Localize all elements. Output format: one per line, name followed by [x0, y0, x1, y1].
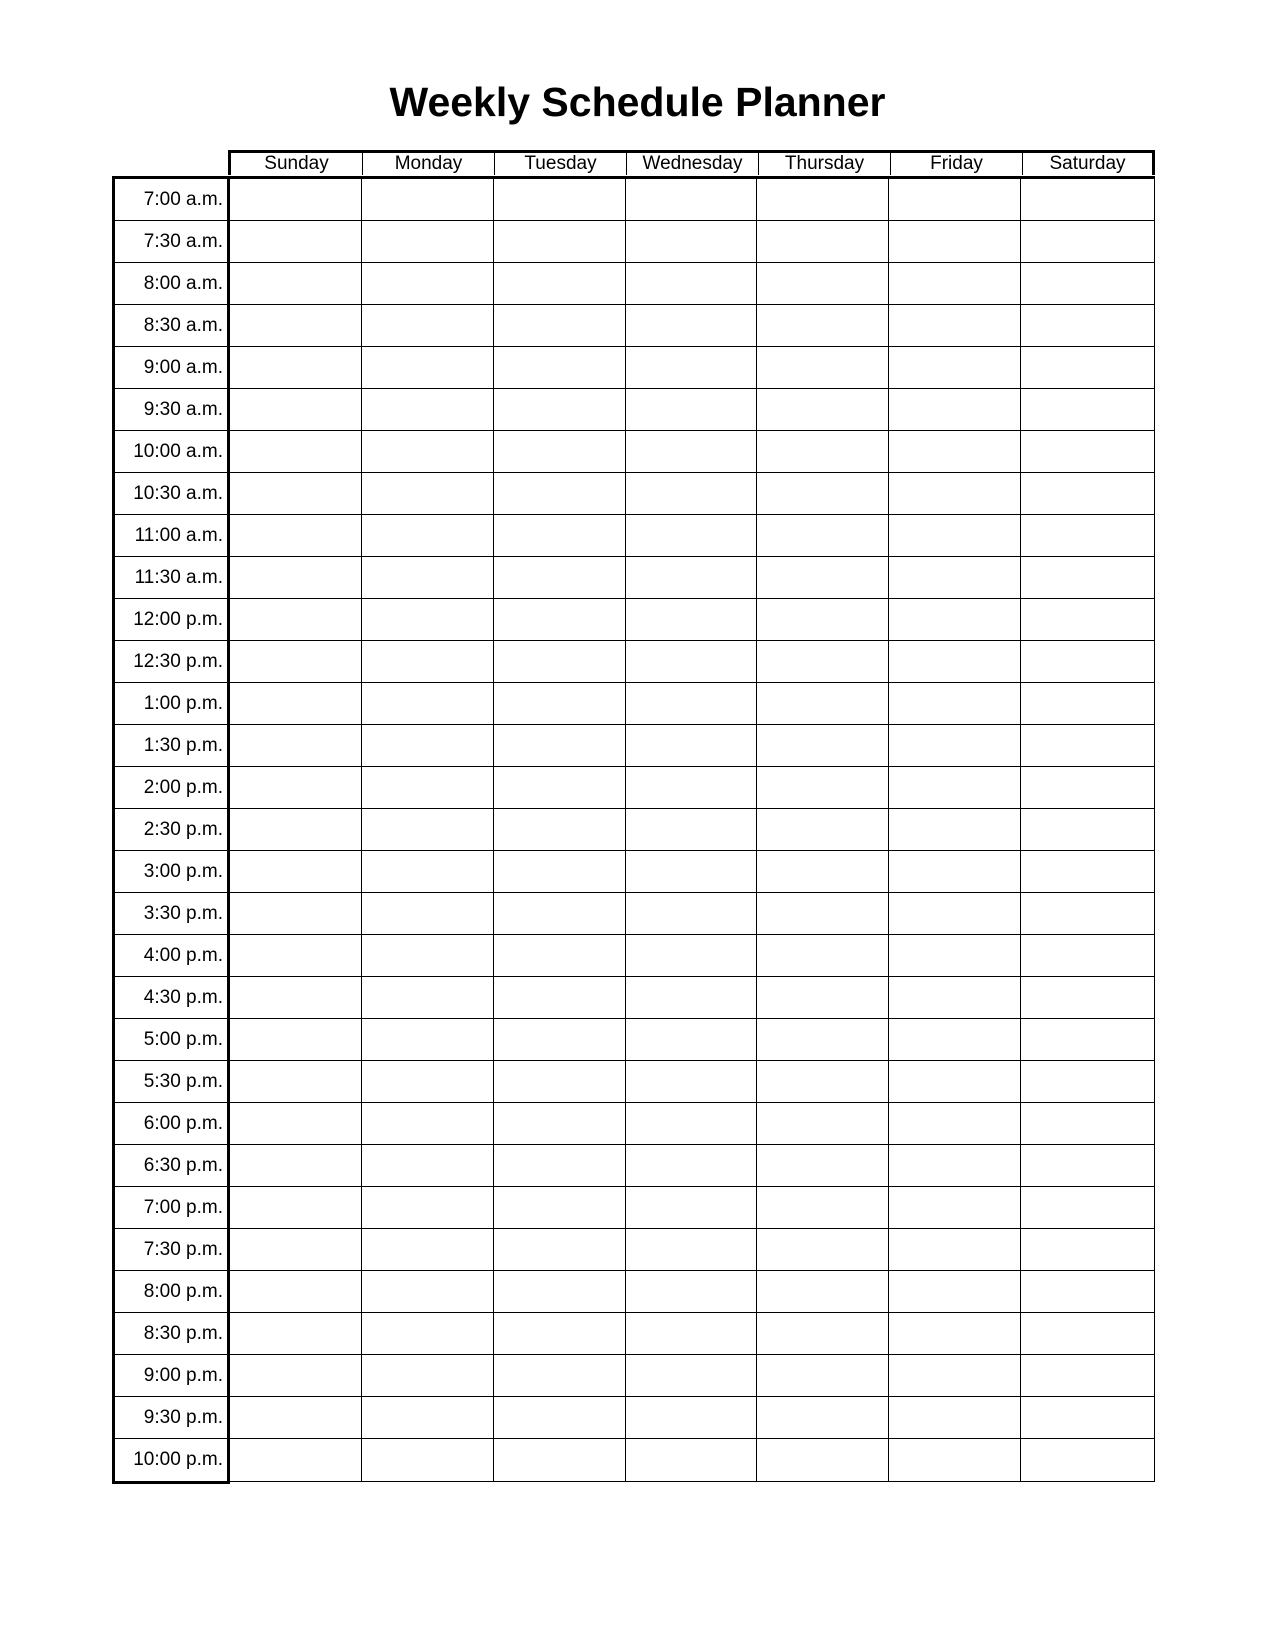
- time-label: 8:00 p.m.: [115, 1271, 227, 1313]
- schedule-cell-thursday[interactable]: [757, 305, 889, 346]
- schedule-cell-sunday[interactable]: [230, 599, 362, 640]
- schedule-cell-wednesday[interactable]: [626, 1439, 758, 1481]
- schedule-cell-tuesday[interactable]: [494, 1229, 626, 1270]
- time-label: 3:30 p.m.: [115, 893, 227, 935]
- schedule-cell-saturday[interactable]: [1021, 221, 1154, 262]
- schedule-row: [230, 1355, 1154, 1397]
- schedule-row: [230, 221, 1154, 263]
- schedule-cell-monday[interactable]: [362, 1271, 494, 1312]
- schedule-row: [230, 1397, 1154, 1439]
- schedule-cell-friday[interactable]: [889, 1355, 1021, 1396]
- schedule-row: [230, 809, 1154, 851]
- schedule-cell-saturday[interactable]: [1021, 1355, 1154, 1396]
- schedule-cell-wednesday[interactable]: [626, 305, 758, 346]
- schedule-cell-sunday[interactable]: [230, 1355, 362, 1396]
- schedule-cell-friday[interactable]: [889, 977, 1021, 1018]
- time-label: 2:30 p.m.: [115, 809, 227, 851]
- schedule-cell-wednesday[interactable]: [626, 809, 758, 850]
- schedule-cell-saturday[interactable]: [1021, 1397, 1154, 1438]
- schedule-cell-monday[interactable]: [362, 725, 494, 766]
- schedule-cell-friday[interactable]: [889, 851, 1021, 892]
- schedule-cell-friday[interactable]: [889, 935, 1021, 976]
- schedule-cell-monday[interactable]: [362, 935, 494, 976]
- schedule-cell-saturday[interactable]: [1021, 1271, 1154, 1312]
- schedule-cell-friday[interactable]: [889, 263, 1021, 304]
- schedule-cell-thursday[interactable]: [757, 767, 889, 808]
- schedule-cell-friday[interactable]: [889, 221, 1021, 262]
- schedule-cell-saturday[interactable]: [1021, 935, 1154, 976]
- schedule-row: [230, 1271, 1154, 1313]
- schedule-cell-wednesday[interactable]: [626, 221, 758, 262]
- schedule-cell-saturday[interactable]: [1021, 179, 1154, 220]
- schedule-cell-sunday[interactable]: [230, 557, 362, 598]
- schedule-cell-thursday[interactable]: [757, 347, 889, 388]
- schedule-cell-thursday[interactable]: [757, 851, 889, 892]
- time-label: 7:00 p.m.: [115, 1187, 227, 1229]
- schedule-cell-tuesday[interactable]: [494, 347, 626, 388]
- schedule-cell-sunday[interactable]: [230, 221, 362, 262]
- schedule-cell-monday[interactable]: [362, 977, 494, 1018]
- time-label: 12:30 p.m.: [115, 641, 227, 683]
- time-label: 8:30 a.m.: [115, 305, 227, 347]
- schedule-cell-thursday[interactable]: [757, 1313, 889, 1354]
- schedule-cell-sunday[interactable]: [230, 1229, 362, 1270]
- schedule-cell-thursday[interactable]: [757, 641, 889, 682]
- schedule-cell-sunday[interactable]: [230, 1187, 362, 1228]
- day-header-wednesday: Wednesday: [627, 153, 759, 175]
- schedule-cell-friday[interactable]: [889, 893, 1021, 934]
- time-label: 6:30 p.m.: [115, 1145, 227, 1187]
- schedule-cell-tuesday[interactable]: [494, 305, 626, 346]
- schedule-cell-sunday[interactable]: [230, 1103, 362, 1144]
- schedule-cell-tuesday[interactable]: [494, 725, 626, 766]
- schedule-row: [230, 1103, 1154, 1145]
- schedule-cell-thursday[interactable]: [757, 1145, 889, 1186]
- schedule-cell-friday[interactable]: [889, 1439, 1021, 1481]
- schedule-cell-thursday[interactable]: [757, 1439, 889, 1481]
- schedule-cell-wednesday[interactable]: [626, 1145, 758, 1186]
- schedule-cell-saturday[interactable]: [1021, 515, 1154, 556]
- schedule-cell-saturday[interactable]: [1021, 263, 1154, 304]
- time-label: 6:00 p.m.: [115, 1103, 227, 1145]
- schedule-cell-monday[interactable]: [362, 851, 494, 892]
- schedule-row: [230, 1019, 1154, 1061]
- schedule-cell-saturday[interactable]: [1021, 1145, 1154, 1186]
- schedule-cell-thursday[interactable]: [757, 1229, 889, 1270]
- schedule-cell-sunday[interactable]: [230, 725, 362, 766]
- schedule-cell-thursday[interactable]: [757, 1397, 889, 1438]
- time-label: 1:00 p.m.: [115, 683, 227, 725]
- schedule-cell-tuesday[interactable]: [494, 263, 626, 304]
- schedule-cell-wednesday[interactable]: [626, 263, 758, 304]
- schedule-cell-saturday[interactable]: [1021, 1439, 1154, 1481]
- schedule-cell-saturday[interactable]: [1021, 473, 1154, 514]
- schedule-cell-sunday[interactable]: [230, 935, 362, 976]
- schedule-cell-sunday[interactable]: [230, 263, 362, 304]
- schedule-cell-saturday[interactable]: [1021, 893, 1154, 934]
- time-label: 10:00 a.m.: [115, 431, 227, 473]
- schedule-cell-thursday[interactable]: [757, 473, 889, 514]
- schedule-cell-wednesday[interactable]: [626, 1061, 758, 1102]
- schedule-cell-monday[interactable]: [362, 179, 494, 220]
- schedule-cell-tuesday[interactable]: [494, 977, 626, 1018]
- schedule-row: [230, 389, 1154, 431]
- schedule-cell-wednesday[interactable]: [626, 851, 758, 892]
- schedule-cell-saturday[interactable]: [1021, 1229, 1154, 1270]
- time-label: 9:00 p.m.: [115, 1355, 227, 1397]
- schedule-cell-monday[interactable]: [362, 473, 494, 514]
- schedule-cell-tuesday[interactable]: [494, 1019, 626, 1060]
- schedule-cell-saturday[interactable]: [1021, 725, 1154, 766]
- schedule-cell-thursday[interactable]: [757, 1187, 889, 1228]
- schedule-cell-saturday[interactable]: [1021, 641, 1154, 682]
- day-header-sunday: Sunday: [231, 153, 363, 175]
- schedule-cell-thursday[interactable]: [757, 1103, 889, 1144]
- schedule-cell-wednesday[interactable]: [626, 977, 758, 1018]
- schedule-cell-tuesday[interactable]: [494, 683, 626, 724]
- schedule-cell-monday[interactable]: [362, 515, 494, 556]
- day-header-tuesday: Tuesday: [495, 153, 627, 175]
- schedule-cell-tuesday[interactable]: [494, 1103, 626, 1144]
- schedule-cell-wednesday[interactable]: [626, 1355, 758, 1396]
- time-label: 9:30 p.m.: [115, 1397, 227, 1439]
- schedule-cell-saturday[interactable]: [1021, 431, 1154, 472]
- schedule-row: [230, 305, 1154, 347]
- time-label: 11:30 a.m.: [115, 557, 227, 599]
- schedule-cell-monday[interactable]: [362, 1187, 494, 1228]
- schedule-cell-tuesday[interactable]: [494, 767, 626, 808]
- schedule-cell-friday[interactable]: [889, 1271, 1021, 1312]
- schedule-cell-thursday[interactable]: [757, 221, 889, 262]
- schedule-cell-tuesday[interactable]: [494, 893, 626, 934]
- schedule-cell-tuesday[interactable]: [494, 389, 626, 430]
- schedule-cell-monday[interactable]: [362, 389, 494, 430]
- schedule-cell-sunday[interactable]: [230, 893, 362, 934]
- schedule-cell-saturday[interactable]: [1021, 305, 1154, 346]
- schedule-cell-monday[interactable]: [362, 431, 494, 472]
- schedule-cell-saturday[interactable]: [1021, 851, 1154, 892]
- schedule-cell-wednesday[interactable]: [626, 179, 758, 220]
- page-title: Weekly Schedule Planner: [389, 79, 886, 125]
- schedule-cell-monday[interactable]: [362, 809, 494, 850]
- schedule-cell-tuesday[interactable]: [494, 1439, 626, 1481]
- schedule-cell-monday[interactable]: [362, 221, 494, 262]
- schedule-cell-wednesday[interactable]: [626, 473, 758, 514]
- schedule-cell-monday[interactable]: [362, 1439, 494, 1481]
- schedule-cell-friday[interactable]: [889, 767, 1021, 808]
- schedule-row: [230, 473, 1154, 515]
- time-label: 7:30 a.m.: [115, 221, 227, 263]
- schedule-cell-wednesday[interactable]: [626, 1187, 758, 1228]
- schedule-cell-monday[interactable]: [362, 347, 494, 388]
- schedule-row: [230, 1229, 1154, 1271]
- schedule-cell-tuesday[interactable]: [494, 641, 626, 682]
- schedule-cell-sunday[interactable]: [230, 851, 362, 892]
- schedule-cell-friday[interactable]: [889, 431, 1021, 472]
- time-label: 8:00 a.m.: [115, 263, 227, 305]
- schedule-cell-thursday[interactable]: [757, 1355, 889, 1396]
- schedule-cell-wednesday[interactable]: [626, 599, 758, 640]
- schedule-row: [230, 1313, 1154, 1355]
- schedule-cell-tuesday[interactable]: [494, 515, 626, 556]
- schedule-cell-thursday[interactable]: [757, 1061, 889, 1102]
- day-header-row: [228, 150, 1155, 175]
- schedule-cell-friday[interactable]: [889, 683, 1021, 724]
- time-label: 4:30 p.m.: [115, 977, 227, 1019]
- schedule-row: [230, 179, 1154, 221]
- schedule-cell-friday[interactable]: [889, 1187, 1021, 1228]
- schedule-body: [230, 176, 1155, 1482]
- schedule-cell-thursday[interactable]: [757, 1019, 889, 1060]
- schedule-cell-tuesday[interactable]: [494, 473, 626, 514]
- schedule-cell-wednesday[interactable]: [626, 557, 758, 598]
- time-label: 4:00 p.m.: [115, 935, 227, 977]
- time-label: 5:00 p.m.: [115, 1019, 227, 1061]
- time-label: 7:00 a.m.: [115, 179, 227, 221]
- schedule-row: [230, 599, 1154, 641]
- schedule-cell-friday[interactable]: [889, 347, 1021, 388]
- schedule-cell-saturday[interactable]: [1021, 557, 1154, 598]
- schedule-cell-friday[interactable]: [889, 1019, 1021, 1060]
- schedule-cell-wednesday[interactable]: [626, 935, 758, 976]
- schedule-cell-saturday[interactable]: [1021, 1103, 1154, 1144]
- schedule-cell-monday[interactable]: [362, 305, 494, 346]
- schedule-cell-sunday[interactable]: [230, 1145, 362, 1186]
- schedule-cell-friday[interactable]: [889, 515, 1021, 556]
- day-header-monday: Monday: [363, 153, 495, 175]
- day-header-thursday: Thursday: [759, 153, 891, 175]
- schedule-cell-wednesday[interactable]: [626, 1229, 758, 1270]
- schedule-cell-thursday[interactable]: [757, 431, 889, 472]
- schedule-row: [230, 725, 1154, 767]
- schedule-cell-thursday[interactable]: [757, 683, 889, 724]
- schedule-cell-sunday[interactable]: [230, 1271, 362, 1312]
- schedule-cell-tuesday[interactable]: [494, 1187, 626, 1228]
- schedule-cell-monday[interactable]: [362, 1397, 494, 1438]
- schedule-cell-friday[interactable]: [889, 305, 1021, 346]
- schedule-cell-sunday[interactable]: [230, 473, 362, 514]
- schedule-cell-wednesday[interactable]: [626, 1103, 758, 1144]
- schedule-row: [230, 1145, 1154, 1187]
- schedule-row: [230, 1439, 1154, 1481]
- schedule-cell-tuesday[interactable]: [494, 809, 626, 850]
- schedule-cell-saturday[interactable]: [1021, 599, 1154, 640]
- schedule-row: [230, 851, 1154, 893]
- schedule-cell-wednesday[interactable]: [626, 1313, 758, 1354]
- time-label: 11:00 a.m.: [115, 515, 227, 557]
- schedule-cell-thursday[interactable]: [757, 809, 889, 850]
- schedule-cell-wednesday[interactable]: [626, 431, 758, 472]
- schedule-cell-friday[interactable]: [889, 473, 1021, 514]
- schedule-cell-tuesday[interactable]: [494, 557, 626, 598]
- schedule-cell-monday[interactable]: [362, 767, 494, 808]
- schedule-cell-tuesday[interactable]: [494, 431, 626, 472]
- schedule-cell-sunday[interactable]: [230, 389, 362, 430]
- schedule-cell-thursday[interactable]: [757, 725, 889, 766]
- schedule-row: [230, 557, 1154, 599]
- schedule-cell-monday[interactable]: [362, 263, 494, 304]
- schedule-cell-tuesday[interactable]: [494, 1061, 626, 1102]
- schedule-cell-friday[interactable]: [889, 1145, 1021, 1186]
- schedule-cell-sunday[interactable]: [230, 515, 362, 556]
- schedule-cell-monday[interactable]: [362, 1103, 494, 1144]
- schedule-cell-wednesday[interactable]: [626, 389, 758, 430]
- schedule-row: [230, 431, 1154, 473]
- schedule-cell-wednesday[interactable]: [626, 347, 758, 388]
- schedule-row: [230, 683, 1154, 725]
- schedule-cell-sunday[interactable]: [230, 179, 362, 220]
- schedule-cell-tuesday[interactable]: [494, 599, 626, 640]
- schedule-cell-wednesday[interactable]: [626, 683, 758, 724]
- time-label: 5:30 p.m.: [115, 1061, 227, 1103]
- schedule-cell-friday[interactable]: [889, 809, 1021, 850]
- time-label: 2:00 p.m.: [115, 767, 227, 809]
- schedule-cell-sunday[interactable]: [230, 431, 362, 472]
- schedule-cell-tuesday[interactable]: [494, 1313, 626, 1354]
- schedule-row: [230, 347, 1154, 389]
- schedule-row: [230, 515, 1154, 557]
- schedule-cell-saturday[interactable]: [1021, 347, 1154, 388]
- schedule-cell-friday[interactable]: [889, 389, 1021, 430]
- schedule-cell-sunday[interactable]: [230, 977, 362, 1018]
- schedule-cell-wednesday[interactable]: [626, 641, 758, 682]
- schedule-cell-monday[interactable]: [362, 1229, 494, 1270]
- schedule-cell-saturday[interactable]: [1021, 1061, 1154, 1102]
- schedule-cell-tuesday[interactable]: [494, 1271, 626, 1312]
- schedule-cell-tuesday[interactable]: [494, 935, 626, 976]
- schedule-cell-friday[interactable]: [889, 1061, 1021, 1102]
- time-label: 10:00 p.m.: [133, 1449, 223, 1470]
- schedule-cell-friday[interactable]: [889, 557, 1021, 598]
- schedule-cell-wednesday[interactable]: [626, 515, 758, 556]
- schedule-cell-thursday[interactable]: [757, 389, 889, 430]
- schedule-cell-monday[interactable]: [362, 1145, 494, 1186]
- schedule-cell-sunday[interactable]: [230, 305, 362, 346]
- day-header-saturday: Saturday: [1023, 153, 1155, 175]
- time-label: 7:30 p.m.: [115, 1229, 227, 1271]
- schedule-cell-thursday[interactable]: [757, 893, 889, 934]
- schedule-cell-tuesday[interactable]: [494, 1397, 626, 1438]
- time-label: 9:00 a.m.: [115, 347, 227, 389]
- day-header-friday: Friday: [891, 153, 1023, 175]
- schedule-cell-tuesday[interactable]: [494, 1145, 626, 1186]
- schedule-cell-monday[interactable]: [362, 641, 494, 682]
- schedule-cell-monday[interactable]: [362, 1061, 494, 1102]
- time-label: 10:30 a.m.: [115, 473, 227, 515]
- schedule-cell-monday[interactable]: [362, 1355, 494, 1396]
- schedule-cell-friday[interactable]: [889, 1229, 1021, 1270]
- schedule-cell-friday[interactable]: [889, 641, 1021, 682]
- schedule-cell-thursday[interactable]: [757, 179, 889, 220]
- schedule-cell-wednesday[interactable]: [626, 767, 758, 808]
- schedule-row: [230, 1061, 1154, 1103]
- schedule-row: [230, 977, 1154, 1019]
- schedule-row: [230, 767, 1154, 809]
- schedule-cell-sunday[interactable]: [230, 1019, 362, 1060]
- schedule-cell-tuesday[interactable]: [494, 179, 626, 220]
- schedule-cell-saturday[interactable]: [1021, 1313, 1154, 1354]
- time-label: 9:30 a.m.: [115, 389, 227, 431]
- schedule-cell-friday[interactable]: [889, 1397, 1021, 1438]
- schedule-cell-wednesday[interactable]: [626, 1397, 758, 1438]
- schedule-cell-wednesday[interactable]: [626, 725, 758, 766]
- schedule-cell-saturday[interactable]: [1021, 767, 1154, 808]
- schedule-cell-sunday[interactable]: [230, 767, 362, 808]
- schedule-cell-sunday[interactable]: [230, 641, 362, 682]
- time-column: [112, 176, 230, 1484]
- schedule-cell-friday[interactable]: [889, 599, 1021, 640]
- schedule-cell-wednesday[interactable]: [626, 893, 758, 934]
- schedule-cell-sunday[interactable]: [230, 683, 362, 724]
- schedule-cell-tuesday[interactable]: [494, 221, 626, 262]
- schedule-cell-monday[interactable]: [362, 1313, 494, 1354]
- schedule-cell-friday[interactable]: [889, 1103, 1021, 1144]
- schedule-cell-wednesday[interactable]: [626, 1019, 758, 1060]
- schedule-cell-thursday[interactable]: [757, 557, 889, 598]
- schedule-cell-saturday[interactable]: [1021, 389, 1154, 430]
- schedule-row: [230, 1187, 1154, 1229]
- schedule-cell-friday[interactable]: [889, 725, 1021, 766]
- schedule-cell-monday[interactable]: [362, 1019, 494, 1060]
- schedule-cell-thursday[interactable]: [757, 935, 889, 976]
- schedule-cell-saturday[interactable]: [1021, 809, 1154, 850]
- schedule-cell-sunday[interactable]: [230, 1439, 362, 1481]
- schedule-cell-monday[interactable]: [362, 893, 494, 934]
- schedule-row: [230, 893, 1154, 935]
- schedule-cell-thursday[interactable]: [757, 599, 889, 640]
- schedule-cell-friday[interactable]: [889, 179, 1021, 220]
- time-label: 12:00 p.m.: [115, 599, 227, 641]
- schedule-cell-tuesday[interactable]: [494, 1355, 626, 1396]
- schedule-cell-saturday[interactable]: [1021, 683, 1154, 724]
- schedule-cell-sunday[interactable]: [230, 1397, 362, 1438]
- schedule-cell-friday[interactable]: [889, 1313, 1021, 1354]
- time-label: 3:00 p.m.: [115, 851, 227, 893]
- schedule-cell-monday[interactable]: [362, 683, 494, 724]
- schedule-row: [230, 263, 1154, 305]
- schedule-cell-tuesday[interactable]: [494, 851, 626, 892]
- schedule-cell-saturday[interactable]: [1021, 977, 1154, 1018]
- schedule-cell-sunday[interactable]: [230, 1061, 362, 1102]
- schedule-cell-sunday[interactable]: [230, 809, 362, 850]
- schedule-cell-monday[interactable]: [362, 599, 494, 640]
- schedule-cell-wednesday[interactable]: [626, 1271, 758, 1312]
- schedule-cell-monday[interactable]: [362, 557, 494, 598]
- schedule-cell-saturday[interactable]: [1021, 1187, 1154, 1228]
- schedule-cell-saturday[interactable]: [1021, 1019, 1154, 1060]
- schedule-row: [230, 641, 1154, 683]
- schedule-cell-thursday[interactable]: [757, 1271, 889, 1312]
- schedule-cell-thursday[interactable]: [757, 515, 889, 556]
- schedule-cell-sunday[interactable]: [230, 347, 362, 388]
- schedule-cell-sunday[interactable]: [230, 1313, 362, 1354]
- time-label: 8:30 p.m.: [115, 1313, 227, 1355]
- schedule-row: [230, 935, 1154, 977]
- schedule-cell-thursday[interactable]: [757, 977, 889, 1018]
- schedule-cell-thursday[interactable]: [757, 263, 889, 304]
- time-label: 1:30 p.m.: [115, 725, 227, 767]
